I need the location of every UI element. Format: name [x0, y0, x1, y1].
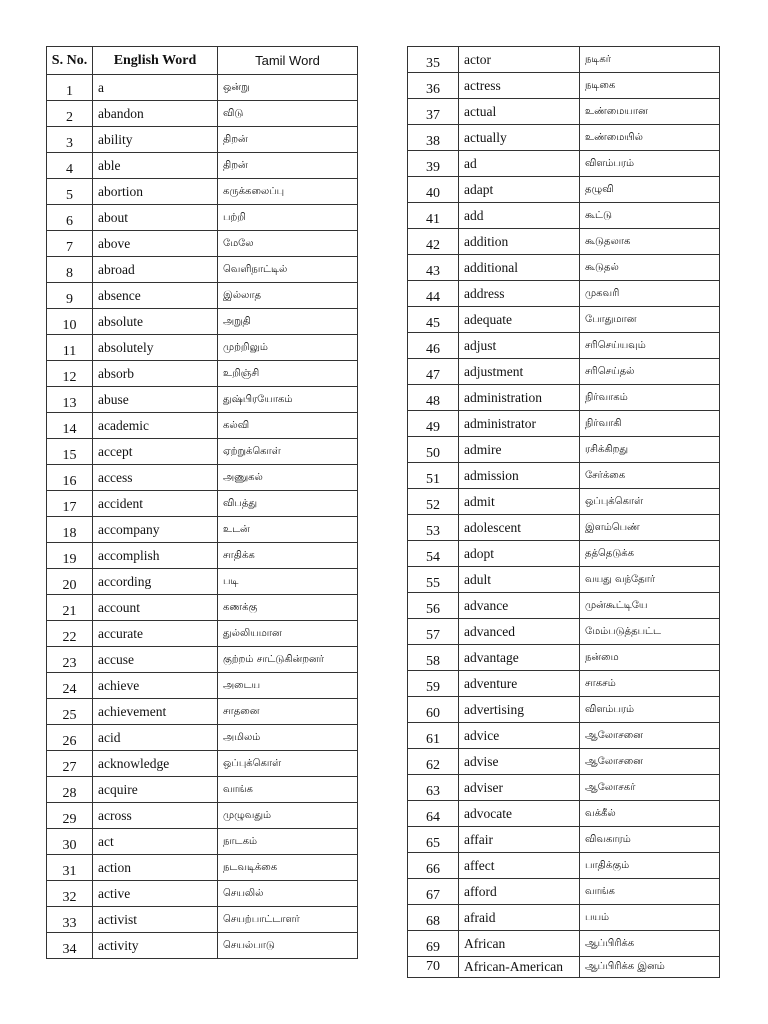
table-row	[47, 257, 358, 283]
english-word: abuse	[93, 387, 218, 413]
table-row	[47, 75, 358, 101]
header-tamil: Tamil Word	[218, 47, 358, 75]
tamil-word: செயலில்	[218, 881, 358, 907]
english-word: achievement	[93, 699, 218, 725]
table-row	[47, 413, 358, 439]
table-row	[47, 621, 358, 647]
tamil-word: அடைய	[218, 673, 358, 699]
table-row	[408, 905, 720, 931]
row-number: 44	[408, 281, 459, 307]
english-word: address	[459, 281, 580, 307]
table-row	[47, 387, 358, 413]
row-number: 25	[47, 699, 93, 725]
table-row	[408, 203, 720, 229]
english-word: activist	[93, 907, 218, 933]
english-word: African	[459, 931, 580, 957]
table-row	[47, 907, 358, 933]
english-word: advice	[459, 723, 580, 749]
tamil-word: கூடுதலாக	[580, 229, 720, 255]
table-row	[47, 231, 358, 257]
english-word: actor	[459, 47, 580, 73]
table-row	[47, 101, 358, 127]
english-word: adopt	[459, 541, 580, 567]
english-word: advise	[459, 749, 580, 775]
tamil-word: சேர்க்கை	[580, 463, 720, 489]
english-word: accuse	[93, 647, 218, 673]
table-row	[408, 307, 720, 333]
row-number: 62	[408, 749, 459, 775]
row-number: 34	[47, 933, 93, 959]
row-number: 47	[408, 359, 459, 385]
row-number: 60	[408, 697, 459, 723]
table-row	[408, 749, 720, 775]
row-number: 67	[408, 879, 459, 905]
table-row	[47, 153, 358, 179]
english-word: accurate	[93, 621, 218, 647]
row-number: 33	[47, 907, 93, 933]
table-row	[408, 593, 720, 619]
english-word: admire	[459, 437, 580, 463]
row-number: 36	[408, 73, 459, 99]
table-row	[408, 333, 720, 359]
row-number: 10	[47, 309, 93, 335]
english-word: adviser	[459, 775, 580, 801]
row-number: 16	[47, 465, 93, 491]
row-number: 24	[47, 673, 93, 699]
table-row	[408, 229, 720, 255]
tamil-word: விடு	[218, 101, 358, 127]
row-number: 15	[47, 439, 93, 465]
tamil-word: நிர்வாகம்	[580, 385, 720, 411]
row-number: 4	[47, 153, 93, 179]
tamil-word: உண்மையான	[580, 99, 720, 125]
table-row	[408, 255, 720, 281]
tamil-word: அமிலம்	[218, 725, 358, 751]
tamil-word: சரிசெய்யவும்	[580, 333, 720, 359]
english-word: accomplish	[93, 543, 218, 569]
table-row	[47, 179, 358, 205]
tamil-word: கருக்கலைப்பு	[218, 179, 358, 205]
english-word: according	[93, 569, 218, 595]
english-word: academic	[93, 413, 218, 439]
table-row	[408, 853, 720, 879]
tamil-word: மேலே	[218, 231, 358, 257]
table-row	[47, 439, 358, 465]
row-number: 56	[408, 593, 459, 619]
tamil-word: பற்றி	[218, 205, 358, 231]
english-word: admit	[459, 489, 580, 515]
tamil-word: திறன்	[218, 153, 358, 179]
tamil-word: நன்மை	[580, 645, 720, 671]
table-row	[408, 47, 720, 73]
english-word: adjustment	[459, 359, 580, 385]
row-number: 55	[408, 567, 459, 593]
table-row	[408, 567, 720, 593]
table-row	[47, 647, 358, 673]
english-word: absence	[93, 283, 218, 309]
english-word: absolutely	[93, 335, 218, 361]
tamil-word: சரிசெய்தல்	[580, 359, 720, 385]
table-row	[408, 177, 720, 203]
table-row	[408, 125, 720, 151]
english-word: African-American	[459, 957, 580, 978]
english-word: about	[93, 205, 218, 231]
table-row	[408, 541, 720, 567]
row-number: 26	[47, 725, 93, 751]
tamil-word: முன்கூட்டியே	[580, 593, 720, 619]
row-number: 41	[408, 203, 459, 229]
table-row	[408, 723, 720, 749]
tamil-word: கணக்கு	[218, 595, 358, 621]
row-number: 63	[408, 775, 459, 801]
tamil-word: உறிஞ்சி	[218, 361, 358, 387]
row-number: 12	[47, 361, 93, 387]
row-number: 54	[408, 541, 459, 567]
table-row	[408, 281, 720, 307]
table-row	[408, 359, 720, 385]
tamil-word: விபத்து	[218, 491, 358, 517]
tamil-word: சாதனை	[218, 699, 358, 725]
row-number: 20	[47, 569, 93, 595]
row-number: 68	[408, 905, 459, 931]
tamil-word: வக்கீல்	[580, 801, 720, 827]
row-number: 52	[408, 489, 459, 515]
english-word: achieve	[93, 673, 218, 699]
english-word: across	[93, 803, 218, 829]
table-header-row	[47, 47, 358, 75]
tamil-word: நாடகம்	[218, 829, 358, 855]
row-number: 5	[47, 179, 93, 205]
row-number: 58	[408, 645, 459, 671]
row-number: 65	[408, 827, 459, 853]
table-row	[408, 619, 720, 645]
row-number: 3	[47, 127, 93, 153]
row-number: 29	[47, 803, 93, 829]
table-row	[47, 335, 358, 361]
tamil-word: வாங்க	[580, 879, 720, 905]
tamil-word: சாகசம்	[580, 671, 720, 697]
row-number: 46	[408, 333, 459, 359]
row-number: 27	[47, 751, 93, 777]
english-word: actually	[459, 125, 580, 151]
english-word: acquire	[93, 777, 218, 803]
table-row	[47, 803, 358, 829]
tamil-word: ஆப்பிரிக்க	[580, 931, 720, 957]
table-row	[47, 569, 358, 595]
tamil-word: உண்மையில்	[580, 125, 720, 151]
tamil-word: செயல்பாடு	[218, 933, 358, 959]
row-number: 48	[408, 385, 459, 411]
row-number: 70	[408, 957, 459, 978]
row-number: 6	[47, 205, 93, 231]
english-word: accompany	[93, 517, 218, 543]
tamil-word: மேம்படுத்தபட்ட	[580, 619, 720, 645]
row-number: 30	[47, 829, 93, 855]
english-word: acknowledge	[93, 751, 218, 777]
row-number: 13	[47, 387, 93, 413]
row-number: 32	[47, 881, 93, 907]
row-number: 31	[47, 855, 93, 881]
english-word: abandon	[93, 101, 218, 127]
table-row	[408, 957, 720, 978]
table-row	[47, 829, 358, 855]
table-row	[47, 933, 358, 959]
table-row	[408, 73, 720, 99]
table-row	[47, 465, 358, 491]
tamil-word: விளம்பரம்	[580, 697, 720, 723]
row-number: 45	[408, 307, 459, 333]
row-number: 59	[408, 671, 459, 697]
row-number: 66	[408, 853, 459, 879]
tamil-word: ஒப்புக்கொள்	[218, 751, 358, 777]
tamil-word: சாதிக்க	[218, 543, 358, 569]
english-word: advantage	[459, 645, 580, 671]
tamil-word: கல்வி	[218, 413, 358, 439]
tamil-word: முற்றிலும்	[218, 335, 358, 361]
english-word: addition	[459, 229, 580, 255]
row-number: 61	[408, 723, 459, 749]
tamil-word: உடன்	[218, 517, 358, 543]
row-number: 17	[47, 491, 93, 517]
tamil-word: தழுவி	[580, 177, 720, 203]
english-word: action	[93, 855, 218, 881]
table-row	[47, 491, 358, 517]
row-number: 37	[408, 99, 459, 125]
table-row	[47, 283, 358, 309]
tamil-word: விளம்பரம்	[580, 151, 720, 177]
tamil-word: தத்தெடுக்க	[580, 541, 720, 567]
table-row	[408, 931, 720, 957]
table-row	[47, 881, 358, 907]
table-row	[47, 673, 358, 699]
row-number: 35	[408, 47, 459, 73]
table-row	[408, 437, 720, 463]
table-row	[408, 645, 720, 671]
table-row	[47, 595, 358, 621]
table-row	[47, 205, 358, 231]
tamil-word: குற்றம் சாட்டுகின்றனர்	[218, 647, 358, 673]
row-number: 21	[47, 595, 93, 621]
row-number: 49	[408, 411, 459, 437]
english-word: additional	[459, 255, 580, 281]
english-word: absolute	[93, 309, 218, 335]
tamil-word: திறன்	[218, 127, 358, 153]
table-row	[408, 775, 720, 801]
table-row	[408, 697, 720, 723]
table-row	[47, 361, 358, 387]
tamil-word: நடவடிக்கை	[218, 855, 358, 881]
tamil-word: ஆலோசனை	[580, 749, 720, 775]
table-row	[408, 151, 720, 177]
table-row	[47, 699, 358, 725]
english-word: advanced	[459, 619, 580, 645]
english-word: account	[93, 595, 218, 621]
tamil-word: துல்லியமான	[218, 621, 358, 647]
tamil-word: கூட்டு	[580, 203, 720, 229]
tamil-word: போதுமான	[580, 307, 720, 333]
row-number: 8	[47, 257, 93, 283]
english-word: add	[459, 203, 580, 229]
english-word: act	[93, 829, 218, 855]
english-word: actual	[459, 99, 580, 125]
english-word: abortion	[93, 179, 218, 205]
row-number: 53	[408, 515, 459, 541]
row-number: 28	[47, 777, 93, 803]
tamil-word: ஏற்றுக்கொள்	[218, 439, 358, 465]
english-word: access	[93, 465, 218, 491]
tamil-word: ஆலோசகர்	[580, 775, 720, 801]
table-row	[408, 463, 720, 489]
tamil-word: வெளிநாட்டில்	[218, 257, 358, 283]
table-row	[47, 309, 358, 335]
word-table-right	[407, 46, 720, 978]
row-number: 11	[47, 335, 93, 361]
tamil-word: நிர்வாகி	[580, 411, 720, 437]
english-word: advance	[459, 593, 580, 619]
english-word: absorb	[93, 361, 218, 387]
tamil-word: ஆப்பிரிக்க இனம்	[580, 957, 720, 978]
english-word: accept	[93, 439, 218, 465]
tamil-word: முகவரி	[580, 281, 720, 307]
table-row	[408, 801, 720, 827]
header-sno: S. No.	[47, 47, 93, 75]
tamil-word: முழுவதும்	[218, 803, 358, 829]
tamil-word: இளம்பெண்	[580, 515, 720, 541]
table-row	[408, 99, 720, 125]
table-row	[47, 725, 358, 751]
english-word: afford	[459, 879, 580, 905]
english-word: admission	[459, 463, 580, 489]
tamil-word: ரசிக்கிறது	[580, 437, 720, 463]
english-word: activity	[93, 933, 218, 959]
row-number: 39	[408, 151, 459, 177]
tamil-word: இல்லாத	[218, 283, 358, 309]
row-number: 23	[47, 647, 93, 673]
tamil-word: ஆலோசனை	[580, 723, 720, 749]
english-word: abroad	[93, 257, 218, 283]
english-word: affect	[459, 853, 580, 879]
table-row	[47, 127, 358, 153]
english-word: adequate	[459, 307, 580, 333]
table-row	[408, 827, 720, 853]
english-word: adolescent	[459, 515, 580, 541]
table-row	[47, 517, 358, 543]
english-word: acid	[93, 725, 218, 751]
english-word: adapt	[459, 177, 580, 203]
row-number: 69	[408, 931, 459, 957]
row-number: 42	[408, 229, 459, 255]
english-word: adult	[459, 567, 580, 593]
row-number: 50	[408, 437, 459, 463]
english-word: active	[93, 881, 218, 907]
table-row	[408, 489, 720, 515]
row-number: 51	[408, 463, 459, 489]
tamil-word: அணுகல்	[218, 465, 358, 491]
row-number: 57	[408, 619, 459, 645]
tamil-word: பயம்	[580, 905, 720, 931]
row-number: 14	[47, 413, 93, 439]
row-number: 38	[408, 125, 459, 151]
table-row	[47, 751, 358, 777]
row-number: 18	[47, 517, 93, 543]
table-row	[408, 411, 720, 437]
english-word: above	[93, 231, 218, 257]
row-number: 1	[47, 75, 93, 101]
row-number: 64	[408, 801, 459, 827]
row-number: 22	[47, 621, 93, 647]
english-word: advertising	[459, 697, 580, 723]
table-row	[47, 777, 358, 803]
english-word: ad	[459, 151, 580, 177]
english-word: administration	[459, 385, 580, 411]
table-row	[408, 671, 720, 697]
row-number: 43	[408, 255, 459, 281]
row-number: 19	[47, 543, 93, 569]
tamil-word: பாதிக்கும்	[580, 853, 720, 879]
english-word: advocate	[459, 801, 580, 827]
english-word: able	[93, 153, 218, 179]
tamil-word: நடிகை	[580, 73, 720, 99]
row-number: 7	[47, 231, 93, 257]
english-word: administrator	[459, 411, 580, 437]
tamil-word: ஒன்று	[218, 75, 358, 101]
english-word: ability	[93, 127, 218, 153]
header-english: English Word	[93, 47, 218, 75]
table-row	[408, 879, 720, 905]
english-word: affair	[459, 827, 580, 853]
english-word: adventure	[459, 671, 580, 697]
row-number: 2	[47, 101, 93, 127]
tamil-word: படி	[218, 569, 358, 595]
tamil-word: விவகாரம்	[580, 827, 720, 853]
english-word: a	[93, 75, 218, 101]
tamil-word: வாங்க	[218, 777, 358, 803]
table-row	[47, 543, 358, 569]
tamil-word: கூடுதல்	[580, 255, 720, 281]
english-word: accident	[93, 491, 218, 517]
tamil-word: செயற்பாட்டாளர்	[218, 907, 358, 933]
row-number: 9	[47, 283, 93, 309]
english-word: afraid	[459, 905, 580, 931]
table-row	[408, 385, 720, 411]
english-word: adjust	[459, 333, 580, 359]
tamil-word: நடிகர்	[580, 47, 720, 73]
tamil-word: துஷ்பிரயோகம்	[218, 387, 358, 413]
table-row	[47, 855, 358, 881]
english-word: actress	[459, 73, 580, 99]
row-number: 40	[408, 177, 459, 203]
tamil-word: ஒப்புக்கொள்	[580, 489, 720, 515]
tamil-word: அறுதி	[218, 309, 358, 335]
tamil-word: வயது வந்தோர்	[580, 567, 720, 593]
table-row	[408, 515, 720, 541]
word-table-left	[46, 46, 358, 959]
